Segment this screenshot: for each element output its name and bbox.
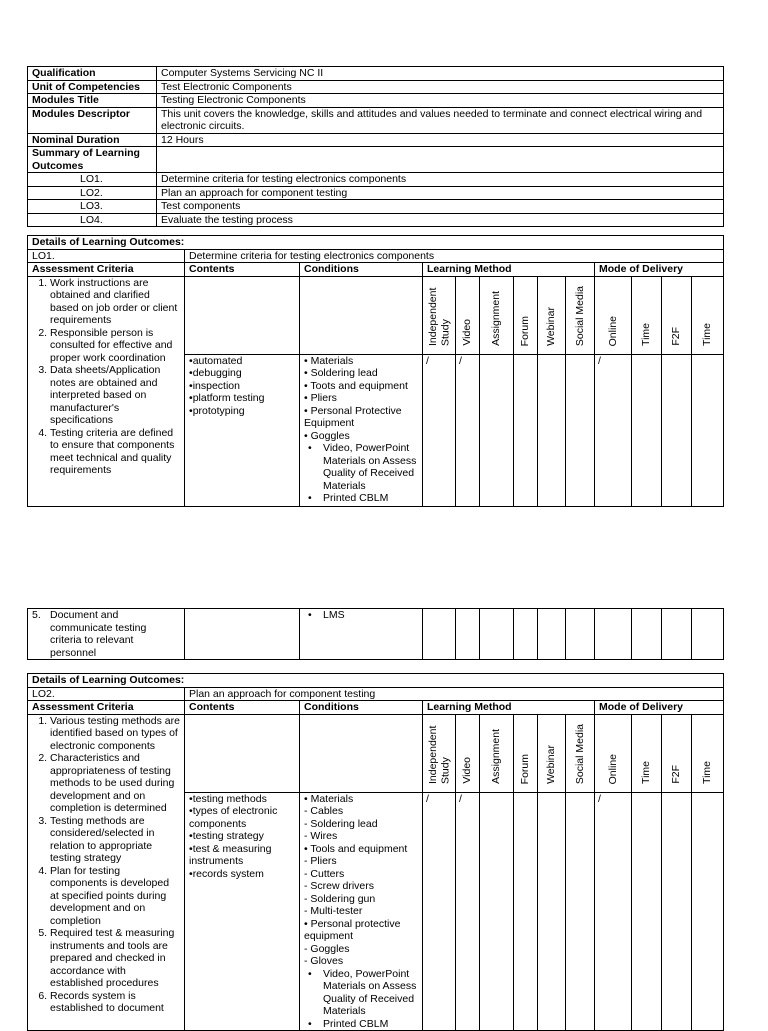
criterion-item: 3. Testing methods are considered/selected in relation to appropriate testing strategy	[50, 815, 180, 865]
lo-code: LO2.	[28, 687, 185, 701]
unit-label: Unit of Competencies	[28, 80, 157, 94]
criterion-item: 2. Responsible person is consulted for effective and proper work coordination	[50, 327, 180, 365]
assessment-criteria-cell	[28, 714, 185, 1031]
check-mark: /	[595, 792, 632, 1031]
mode-of-delivery-header: Mode of Delivery	[595, 701, 724, 715]
method-webinar: Webinar	[538, 714, 566, 792]
contents-header: Contents	[185, 263, 300, 277]
outcome-row: LO4. Evaluate the testing process	[28, 213, 724, 227]
mode-time: Time	[692, 276, 724, 354]
assessment-header: Assessment Criteria	[28, 701, 185, 715]
mode-online: Online	[595, 276, 632, 354]
check-mark: /	[423, 354, 456, 506]
duration-value: 12 Hours	[157, 133, 724, 147]
method-webinar: Webinar	[538, 276, 566, 354]
method-video: Video	[456, 714, 480, 792]
criterion-item: 1. Various testing methods are identified based on types of electronic components	[50, 715, 180, 753]
criterion-item: Document and communicate testing criteria to relevant personnel	[50, 609, 147, 659]
check-mark: /	[423, 792, 456, 1031]
contents-cell: • automated • debugging • inspection • platform testing • prototyping	[185, 354, 300, 506]
check-mark: /	[456, 354, 480, 506]
criterion-item: 2. Characteristics and appropriateness of testing methods to be used during development and on completion is determined	[50, 752, 180, 815]
assessment-criteria-cell	[28, 276, 185, 506]
method-forum: Forum	[514, 276, 538, 354]
mode-time: Time	[632, 276, 662, 354]
learning-method-header: Learning Method	[423, 263, 595, 277]
check-mark: /	[595, 354, 632, 506]
criterion-item: 4. Plan for testing components is developed at specified points during development and on completion	[50, 865, 180, 928]
details-heading: Details of Learning Outcomes:	[28, 674, 724, 688]
criterion-item: 1. Work instructions are obtained and clarified based on job order or client requirements	[50, 277, 180, 327]
mode-time: Time	[632, 714, 662, 792]
module-summary-table	[27, 66, 724, 227]
assessment-criteria-cell: 5. Document and communicate testing criteria to relevant personnel	[28, 609, 185, 660]
mode-time: Time	[692, 714, 724, 792]
lo-code: LO1.	[28, 249, 185, 263]
method-social-media: Social Media	[566, 276, 595, 354]
outcome-row: LO1. Determine criteria for testing electronics components	[28, 173, 724, 187]
learning-method-header: Learning Method	[423, 701, 595, 715]
qualification-label: Qualification	[28, 67, 157, 81]
lo-title: Determine criteria for testing electronics components	[185, 249, 724, 263]
criterion-item: 4. Testing criteria are defined to ensure that components meet technical and quality requirements	[50, 427, 180, 477]
descriptor-value: This unit covers the knowledge, skills and attitudes and values needed to terminate and connect electrical wiring and electronic circuits.	[157, 107, 724, 133]
criterion-item: 3. Data sheets/Application notes are obtained and interpreted based on manufacturer's specifications	[50, 364, 180, 427]
unit-value: Test Electronic Components	[157, 80, 724, 94]
mode-online: Online	[595, 714, 632, 792]
conditions-cell: • Materials - Cables - Soldering lead - Wires • Tools and equipment - Pliers - Cutters - Screw drivers - Soldering gun - Multi-tester • Personal protective equipment - Goggles - Gloves • Video, PowerPoint Materials on Assess Quality of Received Materials • Printed CBLM	[300, 792, 423, 1031]
criterion-item: 5. Required test & measuring instruments and tools are prepared and checked in accordance with established procedures	[50, 927, 180, 990]
method-social-media: Social Media	[566, 714, 595, 792]
mode-of-delivery-header: Mode of Delivery	[595, 263, 724, 277]
method-assignment: Assignment	[480, 714, 514, 792]
conditions-header: Conditions	[300, 701, 423, 715]
contents-cell: • testing methods • types of electronic components • testing strategy • test & measuring instruments • records system	[185, 792, 300, 1031]
lo-title: Plan an approach for component testing	[185, 687, 724, 701]
check-mark: /	[456, 792, 480, 1031]
outcomes-label: Summary of Learning Outcomes	[28, 147, 157, 173]
lo2-details-table	[27, 673, 724, 1031]
outcome-row: LO2. Plan an approach for component testing	[28, 186, 724, 200]
details-heading: Details of Learning Outcomes:	[28, 236, 724, 250]
assessment-header: Assessment Criteria	[28, 263, 185, 277]
lo1-details-table	[27, 235, 724, 507]
conditions-cell: • Materials • Soldering lead • Toots and equipment • Pliers • Personal Protective Equipment • Goggles • Video, PowerPoint Materials on Assess Quality of Received Materials • Printed CBLM	[300, 354, 423, 506]
method-video: Video	[456, 276, 480, 354]
method-independent-study: Independent Study	[423, 714, 456, 792]
criterion-item: 6. Records system is established to document	[50, 990, 180, 1015]
contents-header: Contents	[185, 701, 300, 715]
lo1-continuation-table	[27, 608, 724, 660]
method-independent-study: Independent Study	[423, 276, 456, 354]
descriptor-label: Modules Descriptor	[28, 107, 157, 133]
conditions-header: Conditions	[300, 263, 423, 277]
outcome-row: LO3. Test components	[28, 200, 724, 214]
module-title-value: Testing Electronic Components	[157, 94, 724, 108]
method-forum: Forum	[514, 714, 538, 792]
module-title-label: Modules Title	[28, 94, 157, 108]
method-assignment: Assignment	[480, 276, 514, 354]
mode-f2f: F2F	[662, 276, 692, 354]
duration-label: Nominal Duration	[28, 133, 157, 147]
qualification-value: Computer Systems Servicing NC II	[157, 67, 724, 81]
conditions-cell: • LMS	[300, 609, 423, 660]
mode-f2f: F2F	[662, 714, 692, 792]
